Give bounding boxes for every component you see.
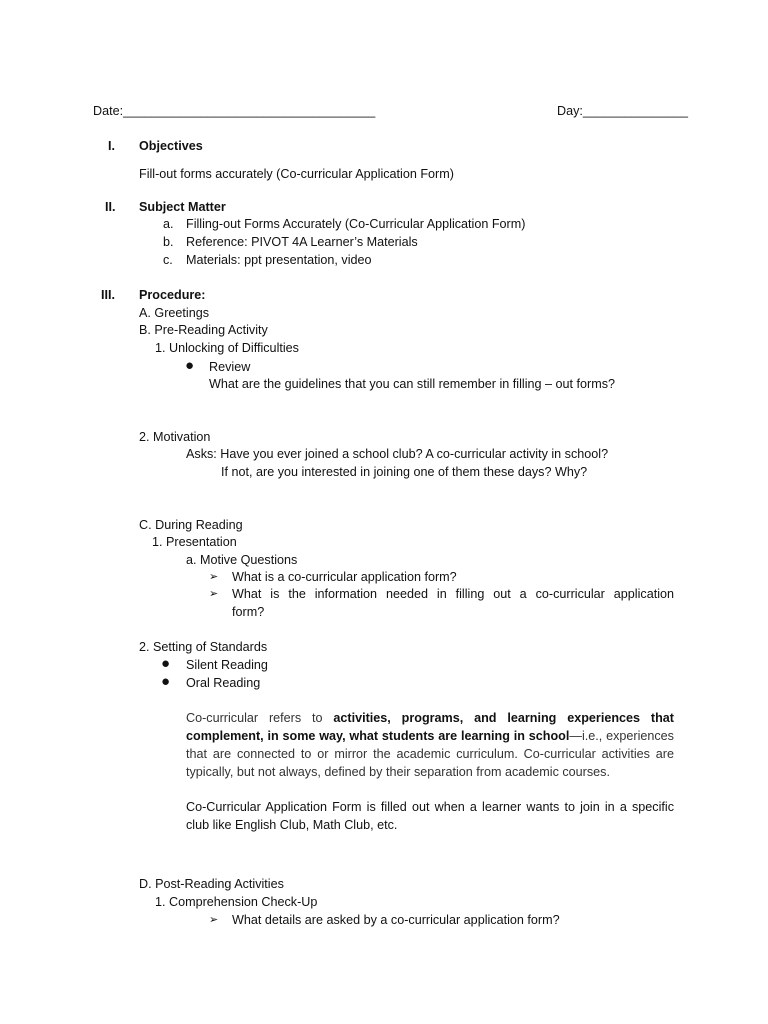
procedure-substep: 1. Comprehension Check-Up — [155, 895, 318, 909]
list-item: Review — [209, 360, 251, 374]
procedure-step: C. During Reading — [139, 518, 243, 532]
section-number: II. — [105, 200, 116, 214]
arrow-bullet-icon: ➢ — [209, 571, 219, 583]
list-item-continued: form? — [232, 605, 265, 619]
procedure-substep: 1. Unlocking of Difficulties — [155, 341, 299, 355]
procedure-step: A. Greetings — [139, 306, 209, 320]
motivation-question: Asks: Have you ever joined a school club? A co-curricular activity in school? — [186, 447, 609, 461]
list-marker: a. — [163, 217, 174, 231]
arrow-bullet-icon: ➢ — [209, 914, 219, 926]
definition-line: typically, but not always, defined by their separation from academic courses. — [186, 765, 610, 779]
day-field: Day:_______________ — [557, 104, 688, 118]
list-item: Oral Reading — [186, 676, 261, 690]
objective-text: Fill-out forms accurately (Co-curricular Application Form) — [139, 167, 454, 181]
list-item: Silent Reading — [186, 658, 268, 672]
section-title-procedure: Procedure: — [139, 288, 206, 302]
list-item: Reference: PIVOT 4A Learner’s Materials — [186, 235, 418, 249]
definition-text: Co-curricular refers to — [186, 711, 323, 725]
definition-emphasis: complement, in some way, what students are learning in school — [186, 729, 570, 743]
section-title-subject-matter: Subject Matter — [139, 200, 226, 214]
list-marker: c. — [163, 253, 173, 267]
definition-line: that are connected to or mirror the academic curriculum. Co-curricular activities are — [186, 747, 674, 761]
section-number: I. — [108, 139, 115, 153]
procedure-substep: 1. Presentation — [152, 535, 237, 549]
definition-line — [186, 727, 674, 745]
procedure-step: B. Pre-Reading Activity — [139, 323, 268, 337]
procedure-substep: a. Motive Questions — [186, 553, 298, 567]
definition-text: —i.e., experiences — [569, 729, 674, 743]
list-item: Materials: ppt presentation, video — [186, 253, 372, 267]
bullet-icon: ● — [185, 357, 195, 374]
procedure-step: D. Post-Reading Activities — [139, 877, 284, 891]
form-description-line: club like English Club, Math Club, etc. — [186, 818, 398, 832]
list-item: What is a co-curricular application form? — [232, 570, 457, 584]
section-number: III. — [101, 288, 115, 302]
review-question: What are the guidelines that you can still remember in filling – out forms? — [209, 377, 615, 391]
arrow-bullet-icon: ➢ — [209, 588, 219, 600]
list-item: What details are asked by a co-curricular application form? — [232, 913, 560, 927]
list-marker: b. — [163, 235, 174, 249]
list-item: Filling-out Forms Accurately (Co-Curricular Application Form) — [186, 217, 526, 231]
date-field: Date:____________________________________ — [93, 104, 376, 118]
motivation-question: If not, are you interested in joining one of them these days? Why? — [221, 465, 588, 479]
list-item: What is the information needed in filling out a co-curricular application — [232, 587, 674, 601]
bullet-icon: ● — [161, 655, 171, 672]
procedure-substep: 2. Setting of Standards — [139, 640, 268, 654]
procedure-substep: 2. Motivation — [139, 430, 211, 444]
form-description-line: Co-Curricular Application Form is filled out when a learner wants to join in a specific — [186, 800, 674, 814]
section-title-objectives: Objectives — [139, 139, 203, 153]
definition-line — [186, 709, 674, 727]
definition-emphasis: activities, programs, and learning experiences that — [333, 711, 674, 725]
bullet-icon: ● — [161, 673, 171, 690]
